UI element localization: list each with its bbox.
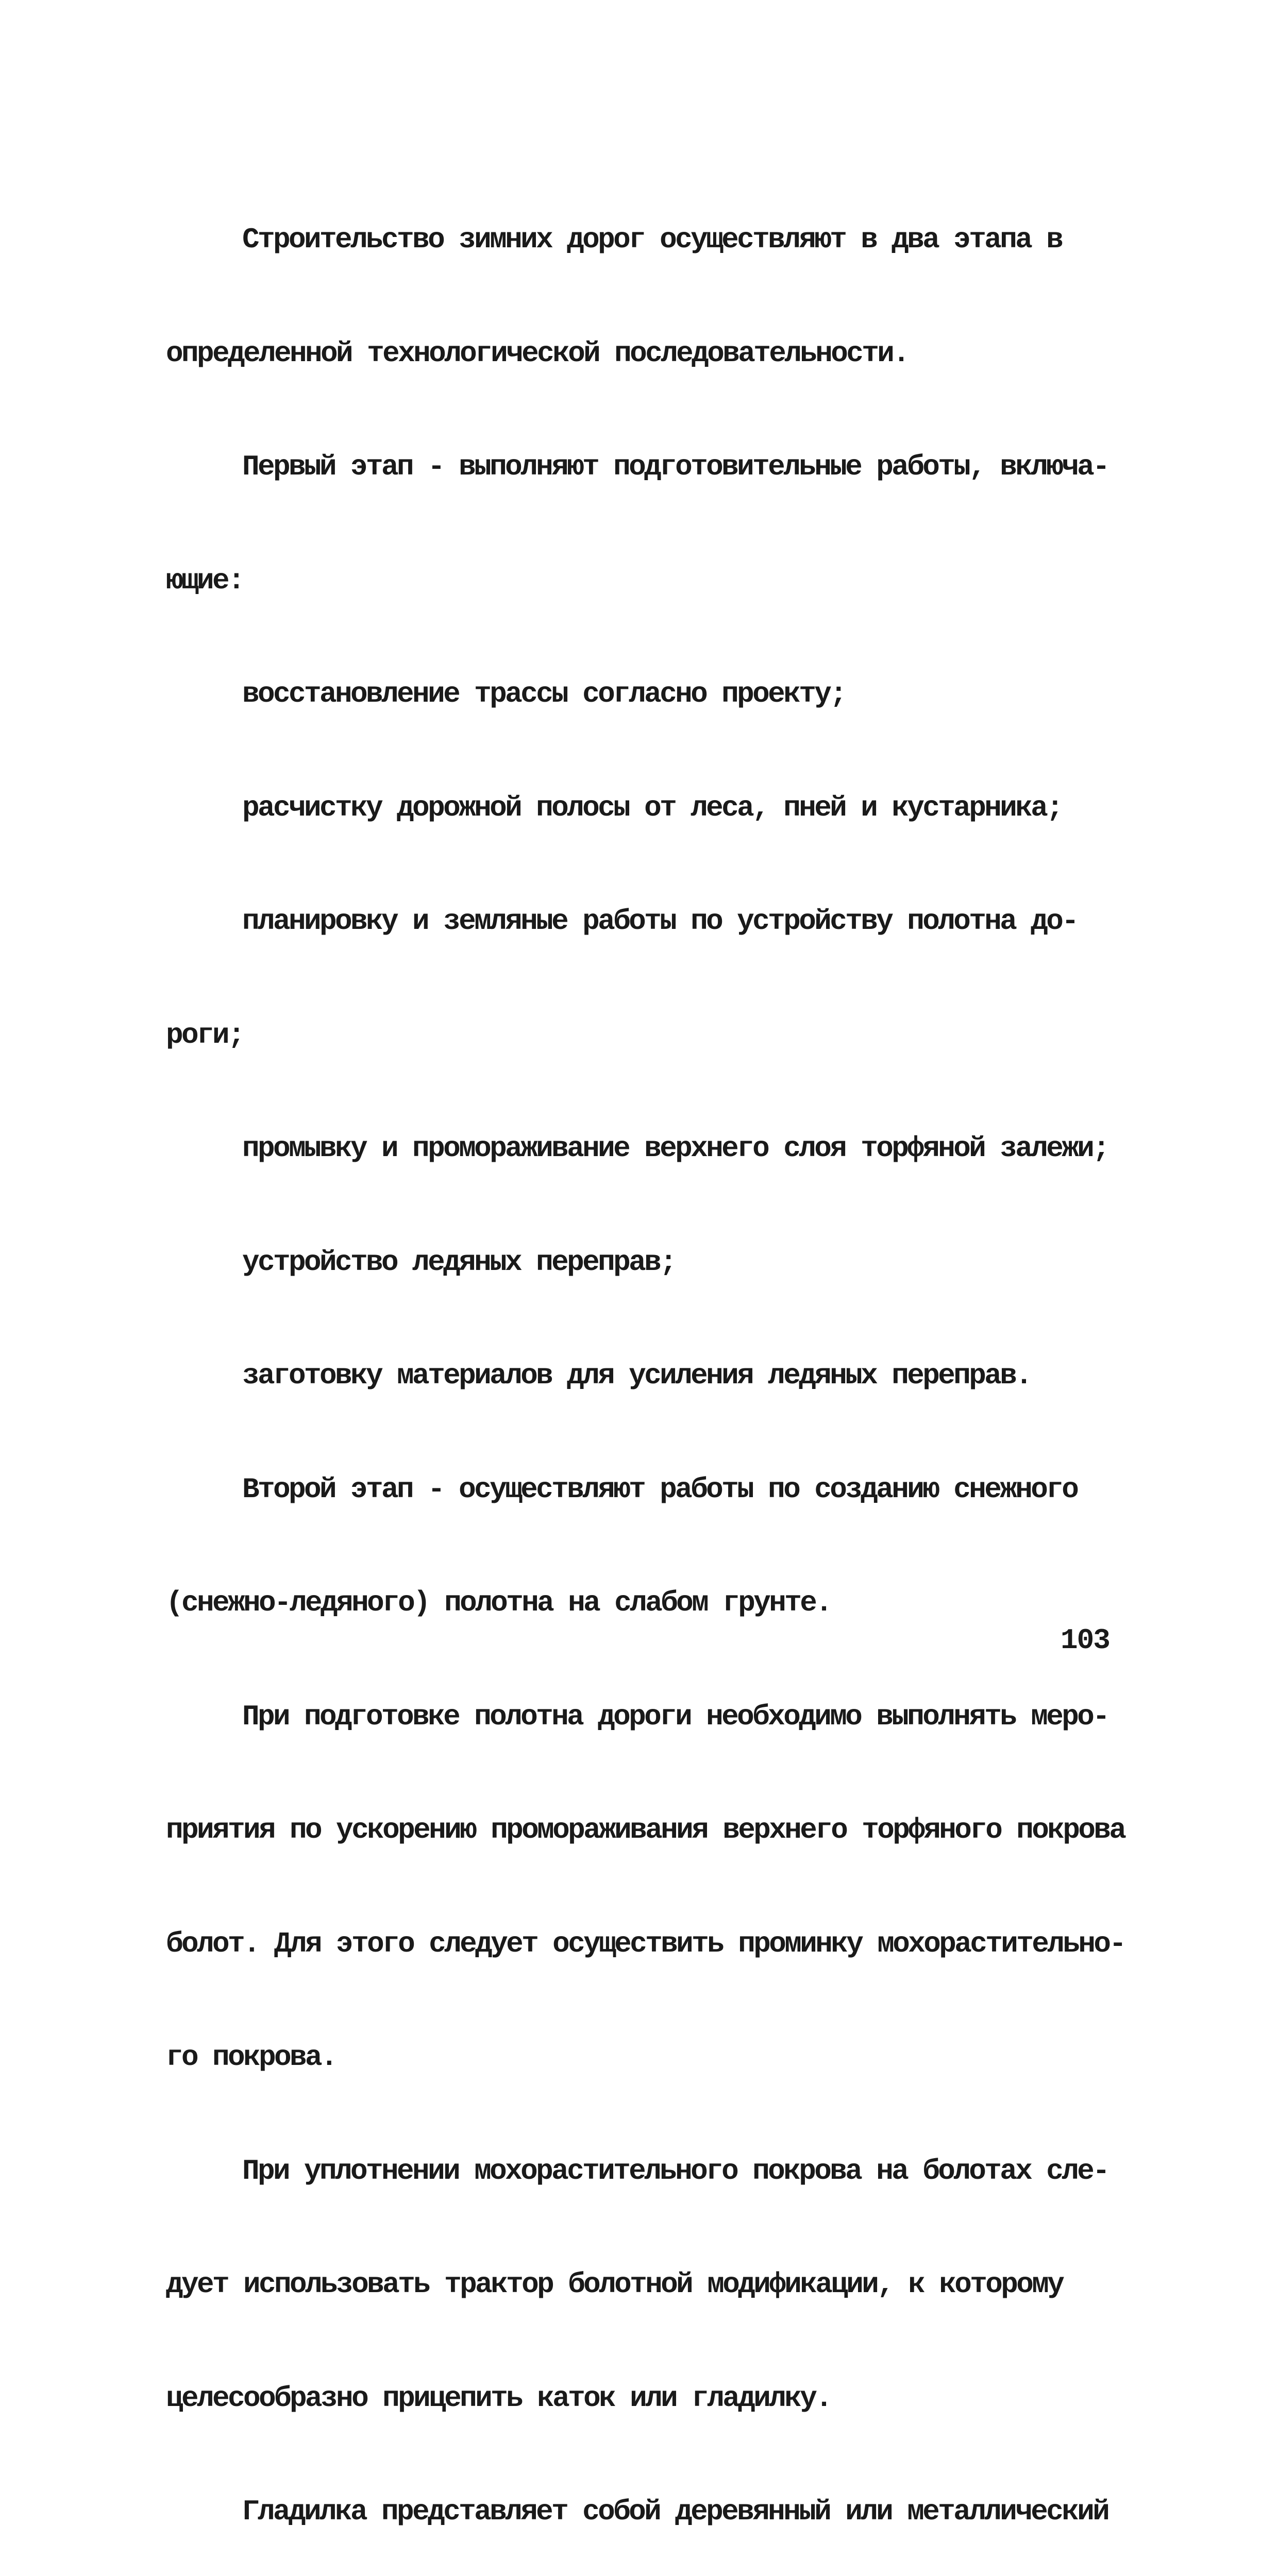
text-line: го покрова. bbox=[166, 2041, 337, 2074]
text-line: устройство ледяных переправ; bbox=[242, 1245, 676, 1279]
text-line: заготовку материалов для усиления ледяных переправ. bbox=[242, 1359, 1031, 1392]
body-text bbox=[166, 145, 1145, 2576]
text-line: целесообразно прицепить каток или гладилку. bbox=[166, 2381, 831, 2415]
text-line: ющие: bbox=[166, 564, 244, 597]
text-line: Строительство зимних дорог осуществляют в два этапа в bbox=[242, 223, 1062, 256]
page-number: 103 bbox=[1061, 1624, 1109, 1657]
text-line: приятия по ускорению промораживания верхнего торфяного покрова bbox=[166, 1814, 1125, 1846]
text-line: При уплотнении мохорастительного покрова на болотах сле- bbox=[242, 2154, 1108, 2188]
text-line: восстановление трассы согласно проекту; bbox=[242, 677, 846, 710]
text-line: Гладилка представляет собой деревянный или металлический bbox=[242, 2495, 1108, 2528]
text-line: планировку и земляные работы по устройству полотна до- bbox=[242, 905, 1078, 938]
text-line: (снежно-ледяного) полотна на слабом грунте. bbox=[166, 1586, 831, 1619]
text-line: определенной технологической последовательности. bbox=[166, 336, 909, 370]
text-line: расчистку дорожной полосы от леса, пней и кустарника; bbox=[242, 791, 1062, 824]
text-line: дует использовать трактор болотной модификации, к которому bbox=[166, 2268, 1063, 2301]
text-line: Первый этап - выполняют подготовительные работы, включа- bbox=[242, 450, 1108, 483]
text-line: промывку и промораживание верхнего слоя торфяной залежи; bbox=[242, 1132, 1108, 1165]
text-line: При подготовке полотна дороги необходимо выполнять меро- bbox=[242, 1700, 1108, 1733]
text-line: роги; bbox=[166, 1018, 244, 1052]
text-line: болот. Для этого следует осуществить проминку мохорастительно- bbox=[166, 1927, 1125, 1960]
text-line: Второй этап - осуществляют работы по созданию снежного bbox=[242, 1472, 1078, 1506]
